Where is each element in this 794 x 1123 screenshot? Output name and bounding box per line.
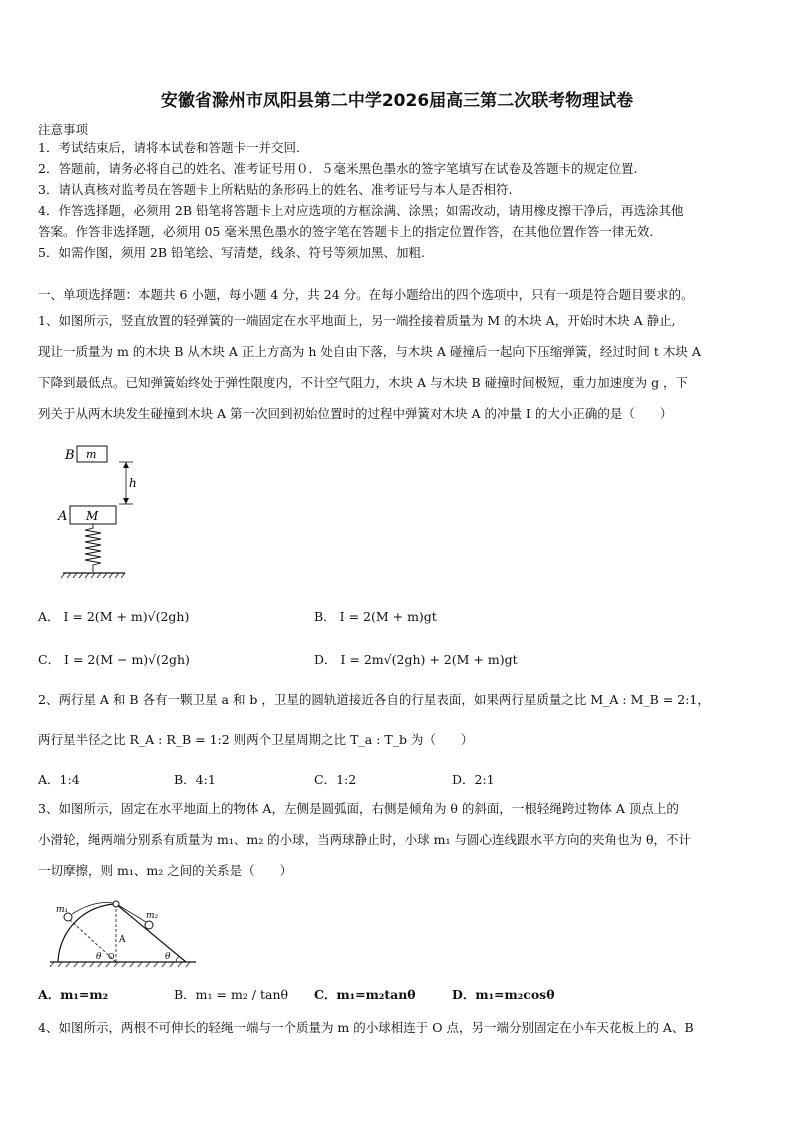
block-a-mass: M <box>86 509 99 523</box>
q1-text: 列关于从两木块发生碰撞到木块 A 第一次回到初始位置时的过程中弹簧对木块 A 的冲量 I 的大小正确的是（ ） <box>38 406 673 421</box>
q2-option-b: B．4:1 <box>174 772 216 787</box>
q4-text: 4、如图所示，两根不可伸长的轻绳一端与一个质量为 m 的小球相连于 O 点，另一端分别固定在小车天花板上的 A、B <box>38 1020 694 1035</box>
block-b-mass: m <box>86 448 97 461</box>
notice-item: 3．请认真核对监考员在答题卡上所粘贴的条形码上的姓名、准考证号与本人是否相符. <box>38 182 513 197</box>
q1-option-b: B． I = 2(M + m)gt <box>314 609 437 624</box>
q1-text: 现让一质量为 m 的木块 B 从木块 A 正上方高为 h 处自由下落，与木块 A 碰撞后一起向下压缩弹簧，经过时间 t 木块 A <box>38 344 701 359</box>
ball-m2 <box>145 921 153 929</box>
q2-option-a: A．1:4 <box>38 772 80 787</box>
q1-text: 1、如图所示，竖直放置的轻弹簧的一端固定在水平地面上，另一端拴接着质量为 M 的木块 A，开始时木块 A 静止, <box>38 313 676 328</box>
q1-figure <box>55 440 175 580</box>
q3-option-c: C．m₁=m₂tanθ <box>314 987 416 1002</box>
q3-text: 一切摩擦，则 m₁、m₂ 之间的关系是（ ） <box>38 863 293 878</box>
theta-right-label: θ <box>165 952 171 962</box>
q3-option-a: A．m₁=m₂ <box>38 987 109 1002</box>
section-heading: 一、单项选择题：本题共 6 小题，每小题 4 分，共 24 分。在每小题给出的四个选项中，只有一项是符合题目要求的。 <box>38 287 694 302</box>
m1-label: m₁ <box>56 905 69 915</box>
q3-option-b: B．m₁ = m₂ / tanθ <box>174 987 289 1002</box>
q2-option-c: C．1:2 <box>314 772 357 787</box>
height-label: h <box>129 476 137 490</box>
notice-item: 4．作答选择题，必须用 2B 铅笔将答题卡上对应选项的方框涂满、涂黑；如需改动，请用橡皮擦干净后，再选涂其他 <box>38 203 684 218</box>
q1-option-a: A． I = 2(M + m)√(2gh) <box>38 609 190 624</box>
spring <box>85 524 101 572</box>
q2-option-d: D．2:1 <box>452 772 495 787</box>
notice-heading: 注意事项 <box>38 122 89 137</box>
m2-label: m₂ <box>146 911 159 921</box>
q3-figure <box>48 896 208 970</box>
notice-item: 答案。作答非选择题，必须用 05 毫米黑色墨水的签字笔在答题卡上的指定位置作答，在其他位置作答一律无效. <box>38 224 654 239</box>
q1-text: 下降到最低点。已知弹簧始终处于弹性限度内，不计空气阻力，木块 A 与木块 B 碰撞时间极短，重力加速度为 g ，下 <box>38 375 689 390</box>
q3-option-d: D．m₁=m₂cosθ <box>452 987 555 1002</box>
object-a-label: A <box>119 935 126 945</box>
notice-item: 5．如需作图，须用 2B 铅笔绘、写清楚，线条、符号等须加黑、加粗. <box>38 245 426 260</box>
theta-left-label: θ <box>96 952 102 962</box>
q1-option-c: C． I = 2(M − m)√(2gh) <box>38 652 190 667</box>
page-title: 安徽省滁州市凤阳县第二中学2026届高三第二次联考物理试卷 <box>160 91 634 111</box>
q3-text: 小滑轮，绳两端分别系有质量为 m₁、m₂ 的小球，当两球静止时，小球 m₁ 与圆心连线跟水平方向的夹角也为 θ，不计 <box>38 832 691 847</box>
q3-text: 3、如图所示，固定在水平地面上的物体 A，左侧是圆弧面，右侧是倾角为 θ 的斜面，一根轻绳跨过物体 A 顶点上的 <box>38 801 679 816</box>
center-o-label: O <box>108 952 115 961</box>
q1-option-d: D． I = 2m√(2gh) + 2(M + m)gt <box>314 652 518 667</box>
q2-text: 2、两行星 A 和 B 各有一颗卫星 a 和 b ，卫星的圆轨道接近各自的行星表面，如果两行星质量之比 M_A : M_B = 2:1， <box>38 692 710 707</box>
pulley <box>113 901 119 907</box>
block-a-label: A <box>58 509 68 524</box>
block-b-label: B <box>65 448 75 463</box>
notice-item: 2．答题前，请务必将自己的姓名、准考证号用０．５毫米黑色墨水的签字笔填写在试卷及答题卡的规定位置. <box>38 161 638 176</box>
q2-text: 两行星半径之比 R_A : R_B = 1:2 则两个卫星周期之比 T_a : T_b 为（ ） <box>38 732 474 747</box>
notice-item: 1．考试结束后，请将本试卷和答题卡一并交回. <box>38 140 300 155</box>
